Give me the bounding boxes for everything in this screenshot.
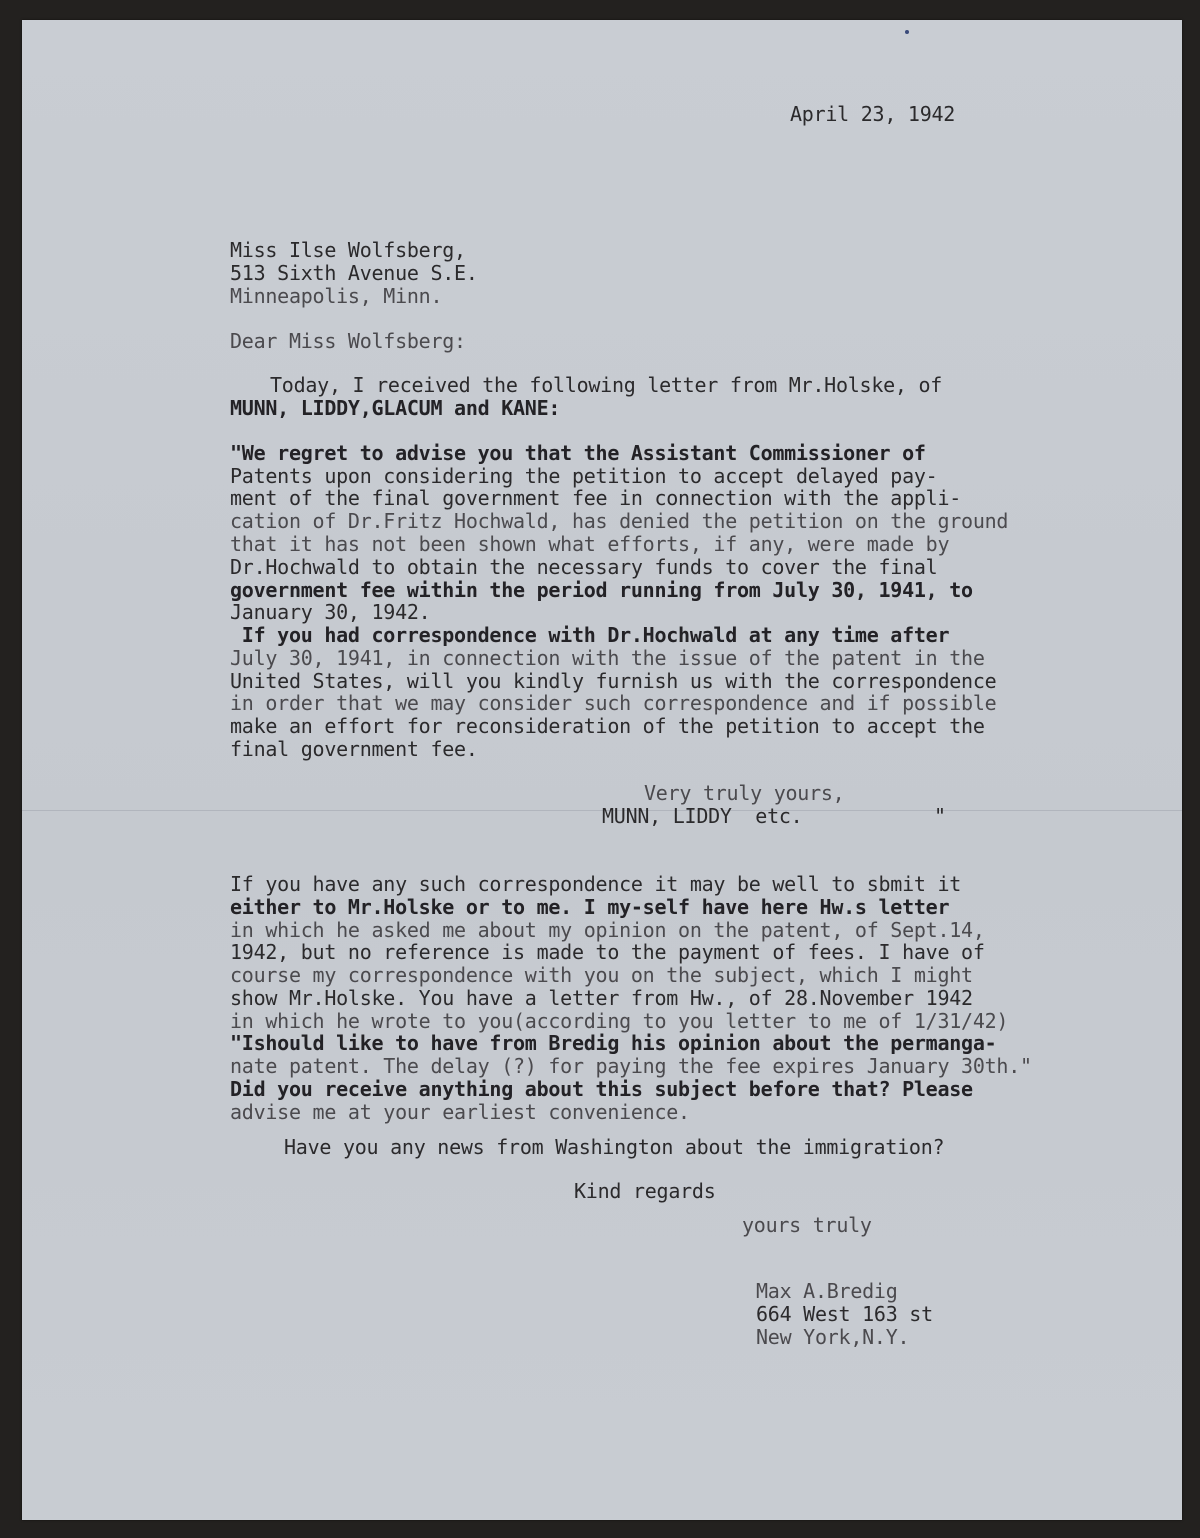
ink-speck [905,30,909,34]
quoted-line: January 30, 1942. [230,600,431,624]
intro-line: MUNN, LIDDY,GLACUM and KANE: [230,396,561,420]
body-line: Did you receive anything about this subject before that? Please [230,1077,973,1101]
quoted-line: Dr.Hochwald to obtain the necessary funds to cover the final [230,555,938,579]
letter-page [22,20,1182,1520]
quoted-line: final government fee. [230,737,478,761]
body-line: either to Mr.Holske or to me. I my-self have here Hw.s letter [230,895,950,919]
sender-name: Max A.Bredig [756,1279,898,1303]
closing-kind-regards: Kind regards [574,1179,716,1203]
quoted-line: government fee within the period running from July 30, 1941, to [230,578,973,602]
closing-yours-truly: yours truly [742,1213,872,1237]
body-line: advise me at your earliest convenience. [230,1100,690,1124]
quoted-line: "We regret to advise you that the Assistant Commissioner of [230,441,926,465]
quoted-line: in order that we may consider such correspondence and if possible [230,691,997,715]
quoted-line: Patents upon considering the petition to accept delayed pay- [230,464,938,488]
quote-end-mark: " [934,804,946,828]
addressee-city: Minneapolis, Minn. [230,284,443,308]
quoted-line: United States, will you kindly furnish us with the correspondence [230,669,997,693]
salutation: Dear Miss Wolfsberg: [230,329,466,353]
addressee-name: Miss Ilse Wolfsberg, [230,238,466,262]
question-line: Have you any news from Washington about the immigration? [284,1135,945,1159]
body-line: in which he wrote to you(according to you letter to me of 1/31/42) [230,1009,1009,1033]
body-line: "Ishould like to have from Bredig his opinion about the permanga- [230,1031,997,1055]
quoted-closing: Very truly yours, [644,781,845,805]
quoted-line: that it has not been shown what efforts, if any, were made by [230,532,950,556]
letter-date: April 23, 1942 [790,102,956,126]
quoted-line: If you had correspondence with Dr.Hochwald at any time after [230,623,950,647]
quoted-line: make an effort for reconsideration of the petition to accept the [230,714,985,738]
quoted-line: cation of Dr.Fritz Hochwald, has denied the petition on the ground [230,509,1009,533]
body-line: nate patent. The delay (?) for paying the fee expires January 30th." [230,1054,1032,1078]
sender-street: 664 West 163 st [756,1302,933,1326]
body-line: If you have any such correspondence it may be well to sbmit it [230,872,962,896]
intro-line: Today, I received the following letter from Mr.Holske, of [270,373,943,397]
quoted-line: July 30, 1941, in connection with the issue of the patent in the [230,646,985,670]
body-line: 1942, but no reference is made to the payment of fees. I have of [230,940,985,964]
body-line: show Mr.Holske. You have a letter from Hw., of 28.November 1942 [230,986,973,1010]
body-line: course my correspondence with you on the subject, which I might [230,963,973,987]
body-line: in which he asked me about my opinion on the patent, of Sept.14, [230,918,985,942]
addressee-street: 513 Sixth Avenue S.E. [230,261,478,285]
quoted-signature: MUNN, LIDDY etc. [602,804,803,828]
quoted-line: ment of the final government fee in connection with the appli- [230,486,962,510]
sender-city: New York,N.Y. [756,1325,910,1349]
